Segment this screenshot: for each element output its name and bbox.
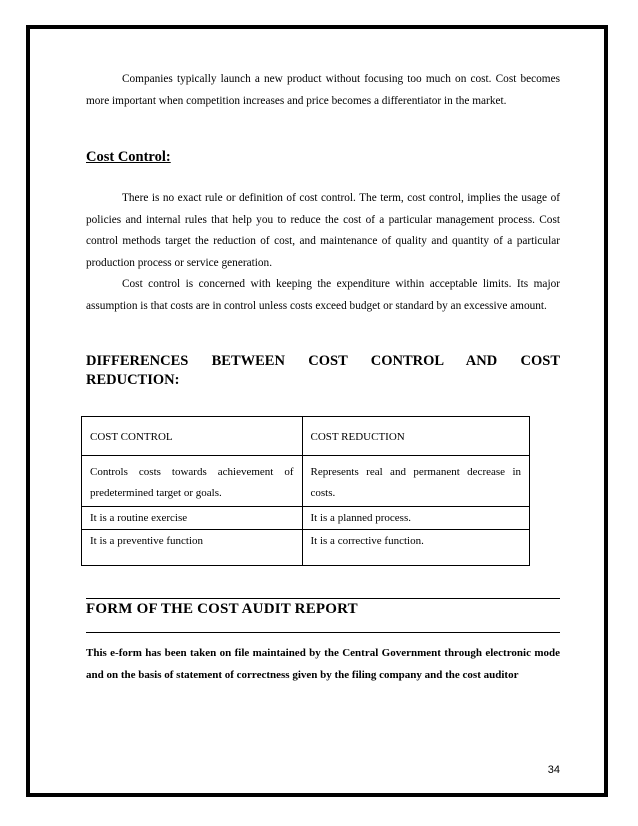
form-heading: FORM OF THE COST AUDIT REPORT [86, 601, 358, 617]
cost-control-heading: Cost Control: [86, 149, 171, 165]
table-header-row [82, 417, 530, 456]
table-cell: It is a preventive function [82, 530, 303, 566]
form-heading-bottom-rule [86, 632, 560, 633]
page-number: 34 [547, 764, 560, 776]
cost-control-paragraph-2: Cost control is concerned with keeping the expenditure within acceptable limits. Its major assumption is that costs are in control unless costs exceed budget or standard by an excessive amount. [86, 278, 560, 312]
intro-paragraph: Companies typically launch a new product without focusing too much on cost. Cost becomes more important when competition increases and price becomes a differentiator in the market. [86, 73, 560, 107]
table-cell: Controls costs towards achievement of predetermined target or goals. [82, 456, 303, 507]
table-header-cell: COST CONTROL [82, 417, 303, 456]
table-row [82, 456, 530, 507]
table-cell: It is a routine exercise [82, 507, 303, 530]
differences-heading-line-2: REDUCTION: [86, 372, 180, 388]
differences-heading-line-1: DIFFERENCES BETWEEN COST CONTROL AND COST [86, 353, 560, 369]
table-cell: Represents real and permanent decrease in costs. [302, 456, 530, 507]
intro-section [86, 69, 560, 112]
form-heading-top-rule [86, 598, 560, 599]
comparison-table [81, 416, 530, 566]
cost-control-paragraph-1: There is no exact rule or definition of cost control. The term, cost control, implies the usage of policies and internal rules that help you to reduce the cost of a particular management process. Cost control methods target the reduction of cost, and maintenance of quality and quantity of a particular production process or service generation. [86, 192, 560, 269]
table-cell: It is a corrective function. [302, 530, 530, 566]
table-cell: It is a planned process. [302, 507, 530, 530]
table-row [82, 507, 530, 530]
table-row [82, 530, 530, 566]
cost-control-section [86, 188, 560, 317]
table-header-cell: COST REDUCTION [302, 417, 530, 456]
form-paragraph: This e-form has been taken on file maintained by the Central Government through electronic mode and on the basis of statement of correctness given by the filing company and the cost auditor [86, 647, 560, 681]
